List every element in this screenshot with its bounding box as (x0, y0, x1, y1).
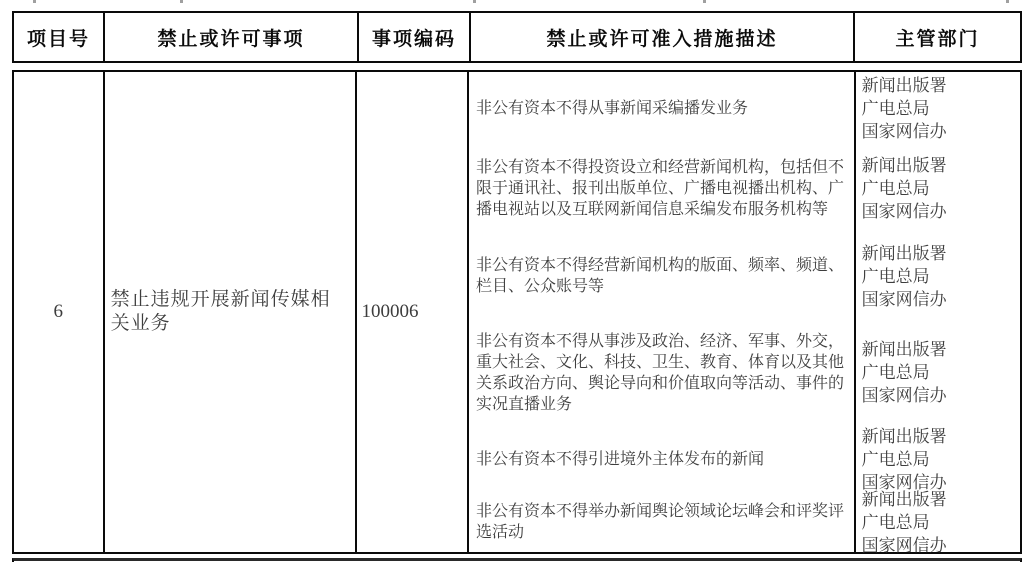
department-name: 广电总局 (861, 449, 930, 469)
department-name: 广电总局 (861, 512, 930, 532)
measure-block (469, 489, 1020, 555)
header-cell-item-name: 禁止或许可事项 (103, 13, 357, 61)
department-name: 国家网信办 (861, 202, 947, 221)
department-name: 国家网信办 (861, 289, 947, 309)
scan-artifact-tick (1006, 0, 1009, 3)
department-name: 新闻出版署 (861, 489, 947, 509)
department-name: 新闻出版署 (861, 340, 947, 359)
next-row-partial-border (12, 558, 1022, 562)
cell-item-no: 6 (53, 301, 64, 322)
department-name: 新闻出版署 (861, 75, 947, 95)
header-cell-item-code: 事项编码 (357, 13, 469, 61)
measure-description: 非公有资本不得举办新闻舆论领域论坛峰会和评奖评选活动 (476, 503, 845, 541)
header-cell-department: 主管部门 (853, 13, 1020, 61)
measure-block (469, 426, 1020, 492)
measure-block (469, 72, 1020, 144)
scan-artifact-tick (180, 0, 183, 3)
header-cell-item-no: 项目号 (26, 28, 90, 50)
measure-description: 非公有资本不得从事涉及政治、经济、军事、外交，重大社会、文化、科技、卫生、教育、体育以及其他关系政治方向、舆论导向和价值取向等活动、事件的实况直播业务 (476, 332, 845, 413)
measure-block (469, 144, 1020, 233)
department-name: 国家网信办 (861, 535, 947, 555)
department-name: 国家网信办 (861, 472, 947, 492)
table-header-row (12, 11, 1022, 63)
header-cell-measure-desc: 禁止或许可准入措施描述 (469, 13, 853, 61)
measure-block (469, 233, 1020, 319)
measure-description: 非公有资本不得引进境外主体发布的新闻 (476, 450, 765, 468)
scan-artifact-tick (703, 0, 706, 3)
department-name: 广电总局 (861, 98, 930, 118)
department-name: 新闻出版署 (861, 426, 947, 446)
scan-artifact-tick (473, 0, 476, 3)
measure-description: 非公有资本不得经营新闻机构的版面、频率、频道、栏目、公众账号等 (476, 257, 845, 295)
department-name: 新闻出版署 (861, 243, 947, 263)
department-name: 国家网信办 (861, 386, 947, 405)
measure-description: 非公有资本不得投资设立和经营新闻机构，包括但不限于通讯社、报刊出版单位、广播电视播出机构、广播电视站以及互联网新闻信息采编发布服务机构等 (476, 159, 845, 218)
departments-list (854, 426, 1020, 492)
department-name: 广电总局 (861, 179, 930, 198)
cell-item-code: 100006 (355, 72, 467, 552)
measure-description: 非公有资本不得从事新闻采编播发业务 (476, 99, 749, 117)
department-name: 新闻出版署 (861, 156, 947, 175)
scan-artifact-tick (33, 0, 36, 3)
departments-list (854, 489, 1020, 555)
department-name: 广电总局 (861, 363, 930, 382)
table-body-row (12, 70, 1022, 554)
measure-block (469, 319, 1020, 426)
departments-list (854, 319, 1020, 426)
department-name: 广电总局 (861, 266, 930, 286)
cell-item-name: 禁止违规开展新闻传媒相关业务 (103, 72, 356, 552)
departments-list (854, 233, 1020, 319)
department-name: 国家网信办 (861, 121, 947, 141)
departments-list (854, 144, 1020, 233)
measures-column (467, 72, 1020, 555)
departments-list (854, 72, 1020, 144)
